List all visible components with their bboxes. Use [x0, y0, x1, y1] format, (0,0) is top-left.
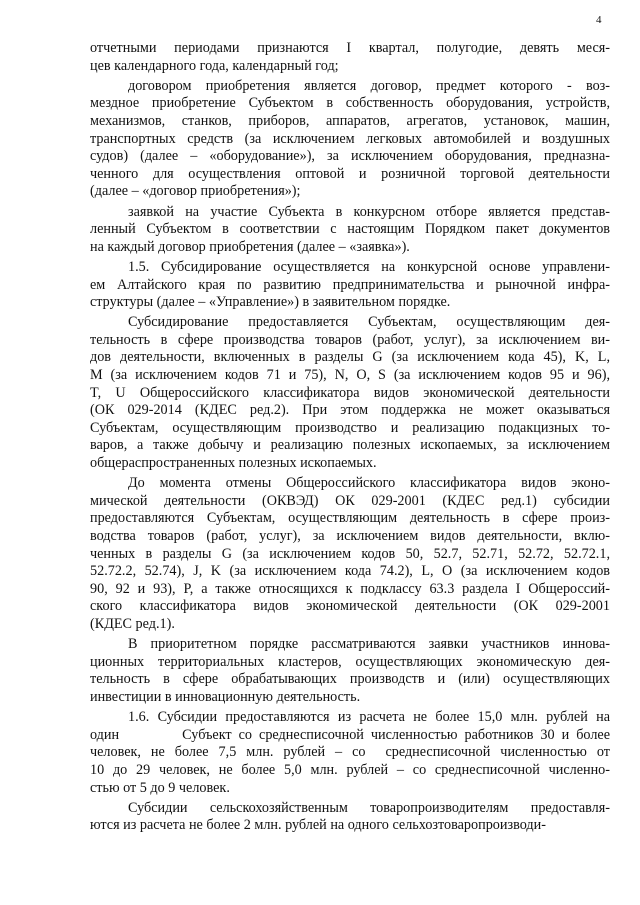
- text-line: Субсидии сельскохозяйственным товаропроизводителям предоставля-: [128, 799, 610, 816]
- text-line: ченного для осуществления оптовой и розничной торговой деятельности: [90, 165, 610, 182]
- text-line: 1.5. Субсидирование осуществляется на конкурсной основе управлени-: [128, 258, 610, 275]
- text-line: тельность в сфере обрабатывающих производств и (или) осуществляющих: [90, 671, 610, 688]
- paragraph-application: [90, 204, 610, 257]
- text-line: 1.6. Субсидии предоставляются из расчета не более 15,0 млн. рублей на: [128, 709, 610, 726]
- paragraph-subsidy-activities: [90, 314, 610, 472]
- paragraph-clause-1-5: [90, 259, 610, 312]
- paragraph-okved-transition: [90, 475, 610, 633]
- text-line: цев календарного года, календарный год;: [90, 57, 339, 74]
- text-line: варов, а также добычу и реализацию полезных ископаемых, за исключением: [90, 437, 610, 454]
- text-line: ленный Субъектом в соответствии с настоящим Порядком пакет документов: [90, 221, 610, 238]
- document-body: [90, 40, 610, 837]
- paragraph-reporting-periods: [90, 40, 610, 75]
- text-line: человек, не более 7,5 млн. рублей – со среднесписочной численностью от: [90, 744, 610, 761]
- text-line: Субсидирование предоставляется Субъектам, осуществляющим дея-: [128, 314, 610, 331]
- text-line: водства товаров (работ, услуг), за исключением видов деятельности, вклю-: [90, 528, 610, 544]
- text-line: M (за исключением кодов 71 и 75), N, O, S (за исключением кодов 95 и 96),: [90, 367, 610, 384]
- text-line: T, U Общероссийского классификатора видов экономической деятельности: [90, 384, 610, 401]
- text-line: (ОК 029-2014 (КДЕС ред.2). При этом поддержка не может оказываться: [90, 402, 610, 419]
- text-line: (далее – «договор приобретения»);: [90, 183, 301, 200]
- text-line: ем Алтайского края по развитию предпринимательства и рыночной инфра-: [90, 276, 610, 293]
- text-line: один Субъект со среднесписочной численностью работников 30 и более: [90, 726, 610, 743]
- text-line: дов деятельности, включенных в разделы G (за исключением кода 45), K, L,: [90, 349, 610, 366]
- text-line: ционных территориальных кластеров, осуществляющих экономическую дея-: [90, 653, 610, 670]
- text-line: ются из расчета не более 2 млн. рублей на одного сельхозтоваропроизводи-: [90, 817, 546, 834]
- text-line: стью от 5 до 9 человек.: [90, 779, 230, 796]
- text-line: мездное приобретение Субъектом в собственность оборудования, устройств,: [90, 95, 610, 112]
- paragraph-priority-clusters: [90, 636, 610, 706]
- text-line: мической деятельности (ОКВЭД) ОК 029-2001 (КДЕС ред.1) субсидии: [90, 492, 610, 509]
- text-line: 10 до 29 человек, не более 5,0 млн. рублей – со среднесписочной численно-: [90, 761, 610, 778]
- text-line: на каждый договор приобретения (далее – «заявка»).: [90, 238, 410, 255]
- text-line: предоставляются Субъектам, осуществляющим деятельность в сфере произ-: [90, 510, 610, 527]
- text-line: Субъектам, осуществляющим производство и реализацию подакцизных то-: [90, 419, 610, 436]
- paragraph-agricultural-producers: [90, 800, 610, 835]
- text-line: инвестиции в инновационную деятельность.: [90, 688, 361, 705]
- text-line: транспортных средств (за исключением легковых автомобилей и воздушных: [90, 130, 610, 147]
- text-line: В приоритетном порядке рассматриваются заявки участников иннова-: [128, 636, 610, 653]
- page-number: 4: [596, 14, 602, 26]
- paragraph-clause-1-6: [90, 709, 610, 797]
- text-line: тельность в сфере производства товаров (работ, услуг), за исключением ви-: [90, 331, 610, 348]
- text-line: (КДЕС ред.1).: [90, 615, 175, 632]
- text-line: ченных в разделы G (за исключением кодов 50, 52.7, 52.71, 52.72, 52.72.1,: [90, 545, 610, 562]
- text-line: договором приобретения является договор, предмет которого - воз-: [128, 77, 610, 94]
- text-line: заявкой на участие Субъекта в конкурсном отборе является представ-: [128, 203, 610, 220]
- text-line: 52.72.2, 52.74), J, K (за исключением кода 74.2), L, O (за исключением кодов: [90, 563, 610, 580]
- text-line: механизмов, станков, приборов, аппаратов, агрегатов, установок, машин,: [90, 112, 610, 129]
- text-line: общераспространенных полезных ископаемых.: [90, 455, 377, 472]
- text-line: ского классификатора видов экономической деятельности (ОК 029-2001: [90, 598, 610, 615]
- text-line: судов) (далее – «оборудование»), за исключением оборудования, предназна-: [90, 148, 610, 165]
- text-line: 90, 92 и 93), P, а также относящихся к подклассу 63.3 раздела I Общероссий-: [90, 580, 610, 597]
- text-line: отчетными периодами признаются I квартал, полугодие, девять меся-: [90, 40, 610, 56]
- text-line: До момента отмены Общероссийского классификатора видов эконо-: [128, 475, 610, 492]
- paragraph-purchase-agreement: [90, 78, 610, 201]
- text-line: структуры (далее – «Управление») в заявительном порядке.: [90, 294, 451, 311]
